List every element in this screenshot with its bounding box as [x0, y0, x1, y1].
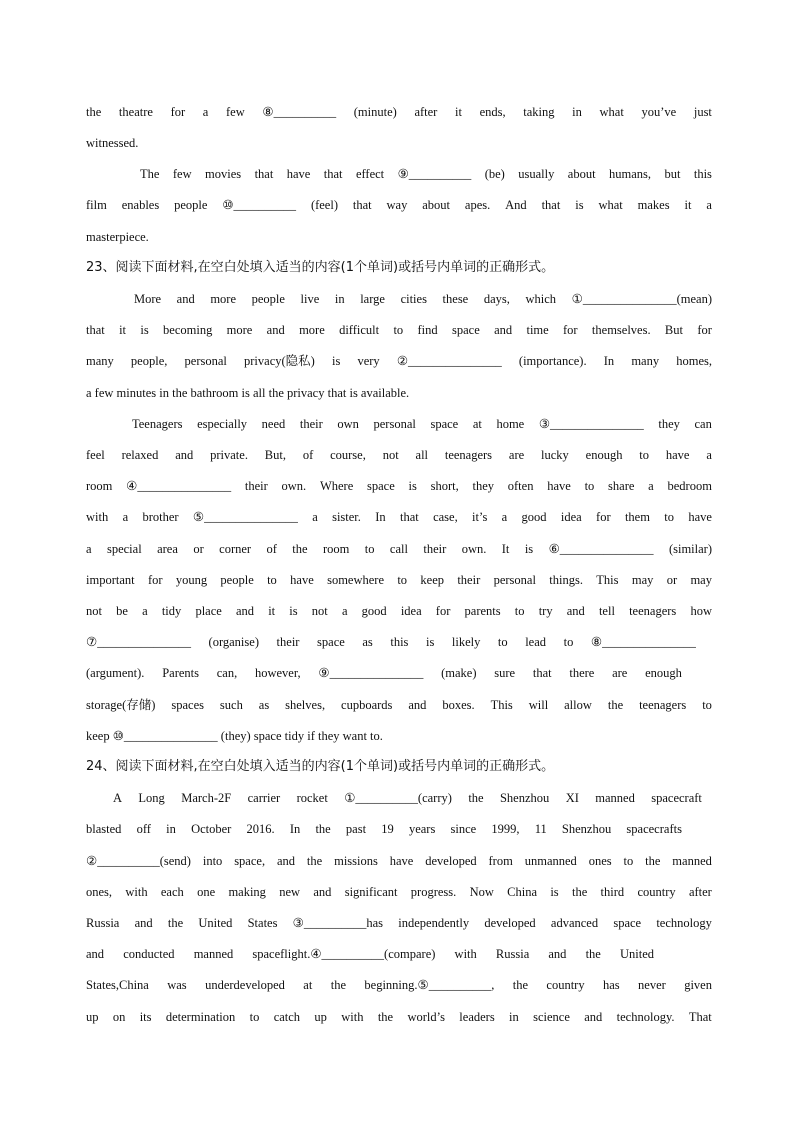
text-line: ⑦_______________ (organise) their space as this is likely to lead to ⑧_______________: [86, 635, 696, 649]
text-line: ones, with each one making new and significant progress. Now China is the third country after: [86, 885, 712, 899]
text-line: not be a tidy place and it is not a good idea for parents to try and tell teenagers how: [86, 604, 712, 618]
text-line: The few movies that have that effect ⑨__________ (be) usually about humans, but this: [140, 167, 712, 181]
text-line: A Long March-2F carrier rocket ①__________(carry) the Shenzhou XI manned spacecraft: [113, 791, 702, 805]
question-23-heading: 23、阅读下面材料,在空白处填入适当的内容(1个单词)或括号内单词的正确形式。: [86, 260, 555, 275]
text-line: room ④_______________ their own. Where space is short, they often have to share a bedroom: [86, 479, 712, 493]
text-line: (argument). Parents can, however, ⑨_______________ (make) sure that there are enough: [86, 666, 682, 680]
text-line: the theatre for a few ⑧__________ (minute) after it ends, taking in what you’ve just: [86, 105, 712, 119]
text-line: witnessed.: [86, 136, 139, 150]
text-line: up on its determination to catch up with the world’s leaders in science and technology. That: [86, 1010, 712, 1024]
text-line: States,China was underdeveloped at the beginning.⑤__________, the country has never given: [86, 978, 712, 992]
text-line: important for young people to have somewhere to keep their personal things. This may or may: [86, 573, 712, 587]
text-line: many people, personal privacy(隐私) is very ②_______________ (importance). In many homes,: [86, 354, 712, 368]
text-line: that it is becoming more and more difficult to find space and time for themselves. But for: [86, 323, 712, 337]
text-line: feel relaxed and private. But, of course, not all teenagers are lucky enough to have a: [86, 448, 712, 462]
text-line: Teenagers especially need their own personal space at home ③_______________ they can: [132, 417, 712, 431]
text-line: Russia and the United States ③__________has independently developed advanced space technology: [86, 916, 712, 930]
text-line: masterpiece.: [86, 230, 149, 244]
question-24-heading: 24、阅读下面材料,在空白处填入适当的内容(1个单词)或括号内单词的正确形式。: [86, 759, 555, 774]
text-line: with a brother ⑤_______________ a sister. In that case, it’s a good idea for them to have: [86, 510, 712, 524]
text-line: More and more people live in large cities these days, which ①_______________(mean): [134, 292, 712, 306]
text-line: a few minutes in the bathroom is all the privacy that is available.: [86, 386, 410, 400]
text-line: storage(存储) spaces such as shelves, cupboards and boxes. This will allow the teenagers to: [86, 698, 712, 712]
text-line: keep ⑩_______________ (they) space tidy if they want to.: [86, 729, 383, 743]
text-line: a special area or corner of the room to call their own. It is ⑥_______________ (similar): [86, 542, 712, 556]
text-line: ②__________(send) into space, and the missions have developed from unmanned ones to the manned: [86, 854, 712, 868]
text-line: and conducted manned spaceflight.④__________(compare) with Russia and the United: [86, 947, 654, 961]
text-line: film enables people ⑩__________ (feel) that way about apes. And that is what makes it a: [86, 198, 712, 212]
text-line: blasted off in October 2016. In the past 19 years since 1999, 11 Shenzhou spacecrafts: [86, 822, 682, 836]
